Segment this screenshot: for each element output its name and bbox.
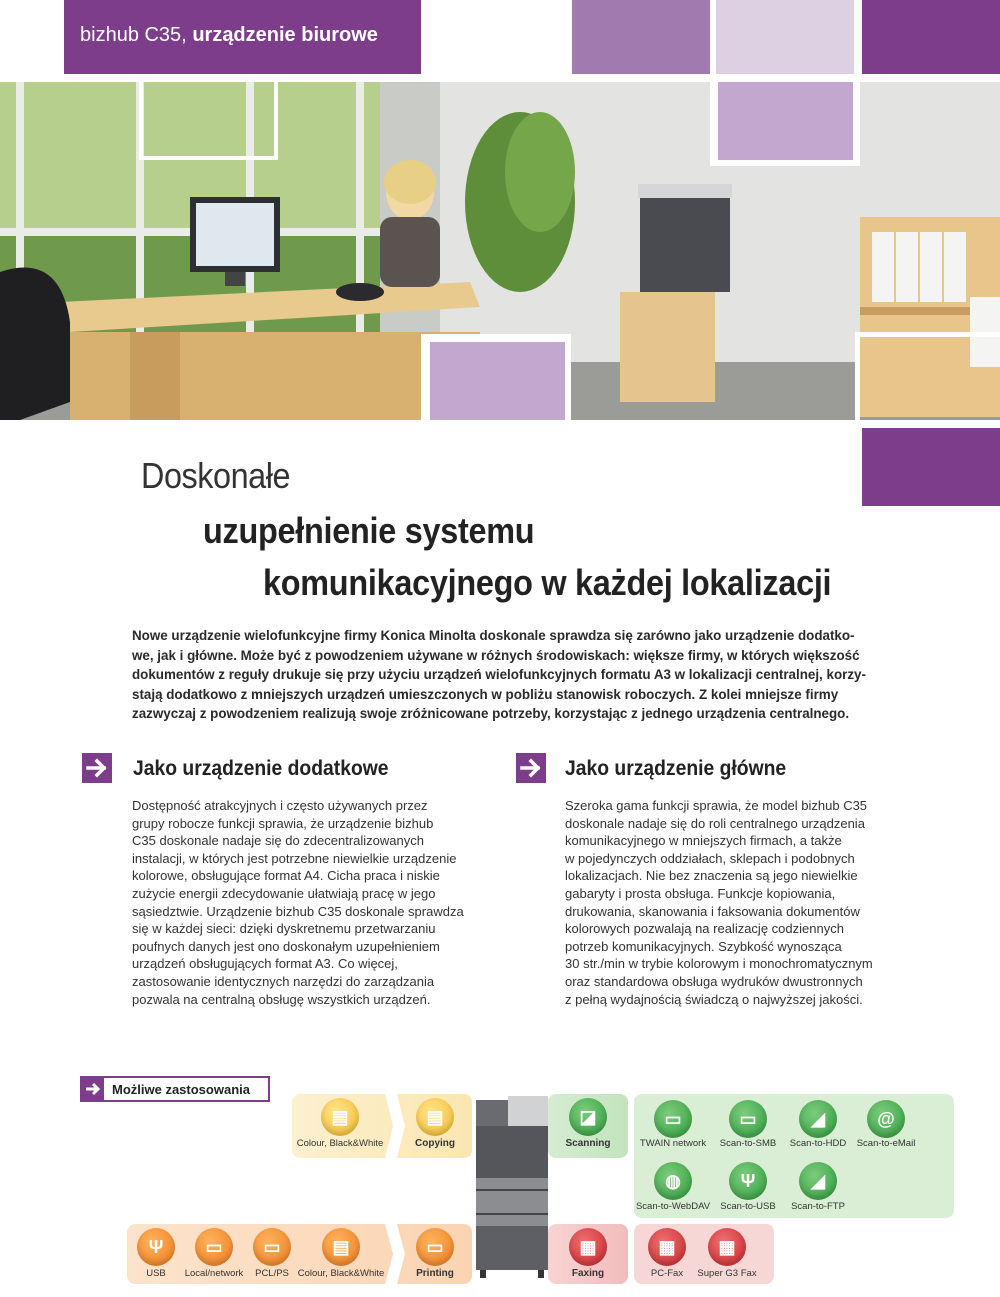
decor-frame bbox=[855, 332, 1000, 422]
header-title: bizhub C35, urządzenie biurowe bbox=[80, 24, 378, 46]
print-label: PCL/PS bbox=[255, 1268, 289, 1279]
intro-line: zazwyczaj z powodzeniem realizują swoje zróżnicowane potrzeby, korzystając z jednego urządzenia centralnego. bbox=[132, 706, 850, 721]
document-icon: ▤ bbox=[321, 1098, 359, 1136]
scan-label: Scan-to-USB bbox=[720, 1201, 776, 1212]
copy-label: Colour, Black&White bbox=[296, 1138, 384, 1149]
applications-heading bbox=[80, 1076, 270, 1102]
arrow-right-icon bbox=[516, 753, 546, 783]
email-icon: @ bbox=[867, 1100, 905, 1138]
arrow-right-icon bbox=[82, 753, 112, 783]
usb-icon: Ψ bbox=[729, 1162, 767, 1200]
scan-label: Scan-to-FTP bbox=[791, 1201, 845, 1212]
chevron-icon bbox=[385, 1224, 405, 1284]
decor-square bbox=[572, 0, 710, 74]
copy-icon: ▤ bbox=[416, 1098, 454, 1136]
chevron-icon bbox=[385, 1094, 405, 1158]
print-label: Printing bbox=[416, 1268, 454, 1279]
copy-label: Copying bbox=[415, 1138, 455, 1149]
fax-label: Faxing bbox=[571, 1268, 605, 1279]
usb-icon: Ψ bbox=[137, 1228, 175, 1266]
monitor-icon: ▭ bbox=[654, 1100, 692, 1138]
intro-line: dokumentów z reguły drukuje się przy użyciu urządzeń wielofunkcyjnych formatu A3 w lokalizacji centralnej, korzy- bbox=[132, 667, 866, 682]
document-icon: ▤ bbox=[322, 1228, 360, 1266]
ftp-icon: ◢ bbox=[799, 1162, 837, 1200]
scan-label: Scan-to-WebDAV bbox=[635, 1201, 711, 1212]
decor-frame bbox=[139, 82, 278, 160]
monitor-icon: ▭ bbox=[195, 1228, 233, 1266]
section-heading-additional: Jako urządzenie dodatkowe bbox=[133, 757, 389, 780]
title-line-2: uzupełnienie systemu bbox=[203, 510, 535, 551]
monitor-icon: ▭ bbox=[729, 1100, 767, 1138]
hard-drive-icon: ◢ bbox=[799, 1100, 837, 1138]
section-heading-main: Jako urządzenie główne bbox=[565, 757, 787, 780]
fax-label: PC-Fax bbox=[650, 1268, 684, 1279]
print-label: USB bbox=[146, 1268, 166, 1279]
print-label: Local/network bbox=[184, 1268, 244, 1279]
intro-line: Nowe urządzenie wielofunkcyjne firmy Konica Minolta doskonale sprawdza się zarówno jako urządzenie dodatko- bbox=[132, 628, 855, 643]
fax-icon: ▦ bbox=[648, 1228, 686, 1266]
decor-square bbox=[430, 342, 565, 420]
scan-label: Scan-to-eMail bbox=[856, 1138, 916, 1149]
scan-label: Scan-to-HDD bbox=[789, 1138, 847, 1149]
arrow-right-icon bbox=[82, 1078, 104, 1100]
fax-label: Super G3 Fax bbox=[697, 1268, 757, 1279]
section-text-additional: Dostępność atrakcyjnych i często używanych przez grupy robocze funkcji sprawia, że urządzenie bizhub C35 doskonale nadaje się do zdecentralizowanych instalacji, w których jest potrzebne niewielkie urządzenie kolorowe, obsługujące format A4. Cicha praca i niskie zużycie energii zdecydowanie ułatwiają pracę w jego sąsiedztwie. Urządzenie bizhub C35 doskonale sprawdza się w każdej sieci: dzięki dyskretnemu przetwarzaniu poufnych danych jest ono doskonałym uzupełnieniem urządzeń obsługujących format A3. Co więcej, zastosowanie identycznych narzędzi do zarządzania pozwala na centralną obsługę wszystkich urządzeń. bbox=[132, 798, 464, 1007]
decor-square bbox=[716, 0, 854, 74]
intro-paragraph bbox=[132, 626, 922, 724]
title-line-1: Doskonałe bbox=[141, 455, 291, 496]
intro-line: we, jak i główne. Może być z powodzeniem używane w różnych środowiskach: większe firmy, w których większość bbox=[132, 647, 860, 663]
scan-label: Scanning bbox=[565, 1138, 611, 1149]
applications-heading-label: Możliwe zastosowania bbox=[112, 1082, 250, 1097]
scanner-icon: ◪ bbox=[569, 1098, 607, 1136]
print-label: Colour, Black&White bbox=[297, 1268, 385, 1279]
header-band bbox=[64, 0, 421, 74]
globe-icon: ◍ bbox=[654, 1162, 692, 1200]
printer-image bbox=[472, 1094, 552, 1280]
intro-line: stają dodatkowo z mniejszych urządzeń umieszczonych w pobliżu stanowisk roboczych. Z kolei mniejsze firmy bbox=[132, 686, 839, 702]
title-line-3: komunikacyjnego w każdej lokalizacji bbox=[263, 562, 832, 603]
decor-square bbox=[862, 428, 1000, 506]
section-text-main: Szeroka gama funkcji sprawia, że model bizhub C35 doskonale nadaje się do roli centralnego urządzenia komunikacyjnego w mniejszych firmach, a także w pojedynczych oddziałach, sklepach i podobnych lokalizacjach. Nie bez znaczenia są jego niewielkie gabaryty i prosta obsługa. Funkcje kopiowania, drukowania, skanowania i faksowania dokumentów kolorowych pozwalają na realizację codziennych potrzeb komunikacyjnych. Szybkość wynosząca 30 str./min w trybie kolorowym i monochromatycznym oraz standardowa obsługa wydruków dwustronnych z pełną wydajnością świadczą o najwyższej jakości. bbox=[565, 798, 873, 1007]
scan-label: TWAIN network bbox=[639, 1138, 707, 1149]
fax-icon: ▦ bbox=[708, 1228, 746, 1266]
monitor-icon: ▭ bbox=[253, 1228, 291, 1266]
decor-square bbox=[718, 82, 853, 160]
decor-square bbox=[862, 0, 1000, 74]
fax-icon: ▦ bbox=[569, 1228, 607, 1266]
printer-icon: ▭ bbox=[416, 1228, 454, 1266]
scan-label: Scan-to-SMB bbox=[719, 1138, 777, 1149]
